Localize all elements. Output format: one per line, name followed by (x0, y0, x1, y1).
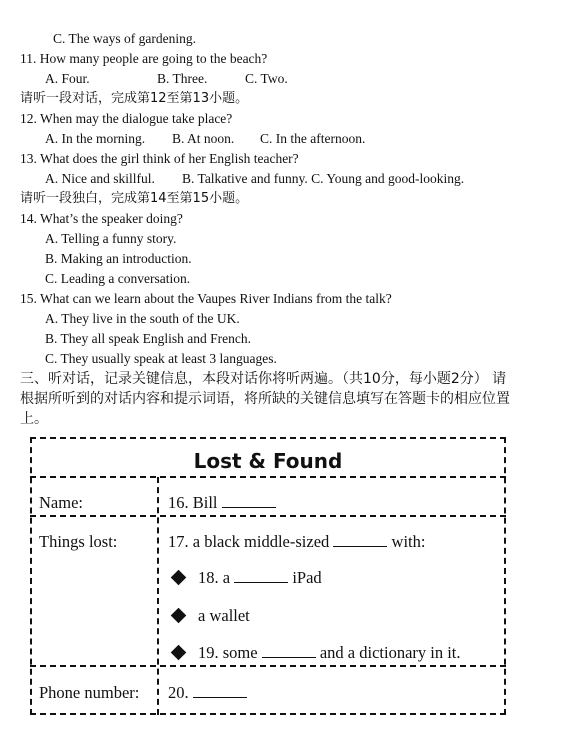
blank-20 (193, 683, 247, 698)
instruction-12-13: 请听一段对话，完成第12至第13小题。 (20, 91, 249, 106)
card-column-divider (157, 477, 159, 715)
item19-prefix: 19. some (198, 643, 258, 662)
q11-option-c: C. Two. (245, 71, 288, 86)
item17-suffix: with: (391, 532, 426, 551)
q11-option-a: A. Four. (45, 71, 90, 86)
things-lost-label: Things lost: (39, 532, 118, 551)
section3-instruction-line2: 根据所听到的对话内容和提示词语，将所缺的关键信息填写在答题卡的相应位置 (20, 391, 510, 407)
item-19 (198, 643, 461, 663)
q15-option-a: A. They live in the south of the UK. (45, 311, 240, 326)
item-18 (198, 568, 322, 588)
card-border-left (30, 437, 32, 715)
card-title: Lost & Found (193, 449, 343, 473)
diamond-bullet-icon (171, 570, 187, 586)
item-wallet: a wallet (198, 606, 250, 625)
q12-option-b: B. At noon. (172, 131, 235, 146)
instruction-14-15: 请听一段独白，完成第14至第15小题。 (20, 191, 249, 206)
q11-question: 11. How many people are going to the beach? (20, 51, 268, 66)
q13-option-b-c: B. Talkative and funny. C. Young and good-looking. (182, 171, 465, 186)
diamond-bullet-icon (171, 645, 187, 661)
blank-19 (262, 643, 316, 658)
blank-16 (222, 493, 276, 508)
item-17 (168, 532, 425, 552)
q15-option-c: C. They usually speak at least 3 languages. (45, 351, 277, 366)
q15-question: 15. What can we learn about the Vaupes River Indians from the talk? (20, 291, 392, 306)
phone-number-label: Phone number: (39, 683, 140, 702)
item18-suffix: iPad (292, 568, 322, 587)
card-divider-name (30, 515, 506, 517)
q12-question: 12. When may the dialogue take place? (20, 111, 233, 126)
card-divider-things (30, 665, 506, 667)
q10-option-c: C. The ways of gardening. (53, 31, 196, 46)
item19-suffix: and a dictionary in it. (319, 643, 461, 662)
q12-option-a: A. In the morning. (45, 131, 146, 146)
phone-row-answer (168, 683, 247, 703)
item18-prefix: 18. a (198, 568, 231, 587)
diamond-bullet-icon (171, 608, 187, 624)
q12-option-c: C. In the afternoon. (260, 131, 366, 146)
q15-option-b: B. They all speak English and French. (45, 331, 251, 346)
q14-option-b: B. Making an introduction. (45, 251, 192, 266)
blank-18 (234, 568, 288, 583)
q14-option-c: C. Leading a conversation. (45, 271, 191, 286)
card-border-right (504, 437, 506, 715)
name-row-answer (168, 493, 276, 513)
name-label: Name: (39, 493, 83, 512)
q14-question: 14. What’s the speaker doing? (20, 211, 183, 226)
blank-17 (333, 532, 387, 547)
q13-question: 13. What does the girl think of her English teacher? (20, 151, 299, 166)
section3-instruction-line1: 三、听对话，记录关键信息，本段对话你将听两遍。（共10分，每小题2分） 请 (20, 371, 507, 387)
q11-option-b: B. Three. (157, 71, 208, 86)
q13-option-a: A. Nice and skillful. (45, 171, 155, 186)
phone-value: 20. (168, 683, 189, 702)
name-value: 16. Bill (168, 493, 218, 512)
item17-prefix: 17. a black middle-sized (168, 532, 330, 551)
section3-instruction-line3: 上。 (20, 411, 48, 427)
lost-and-found-card (30, 437, 506, 715)
card-border-top (30, 437, 506, 439)
card-border-bottom (30, 713, 506, 715)
card-divider-title (30, 476, 506, 478)
q14-option-a: A. Telling a funny story. (45, 231, 177, 246)
